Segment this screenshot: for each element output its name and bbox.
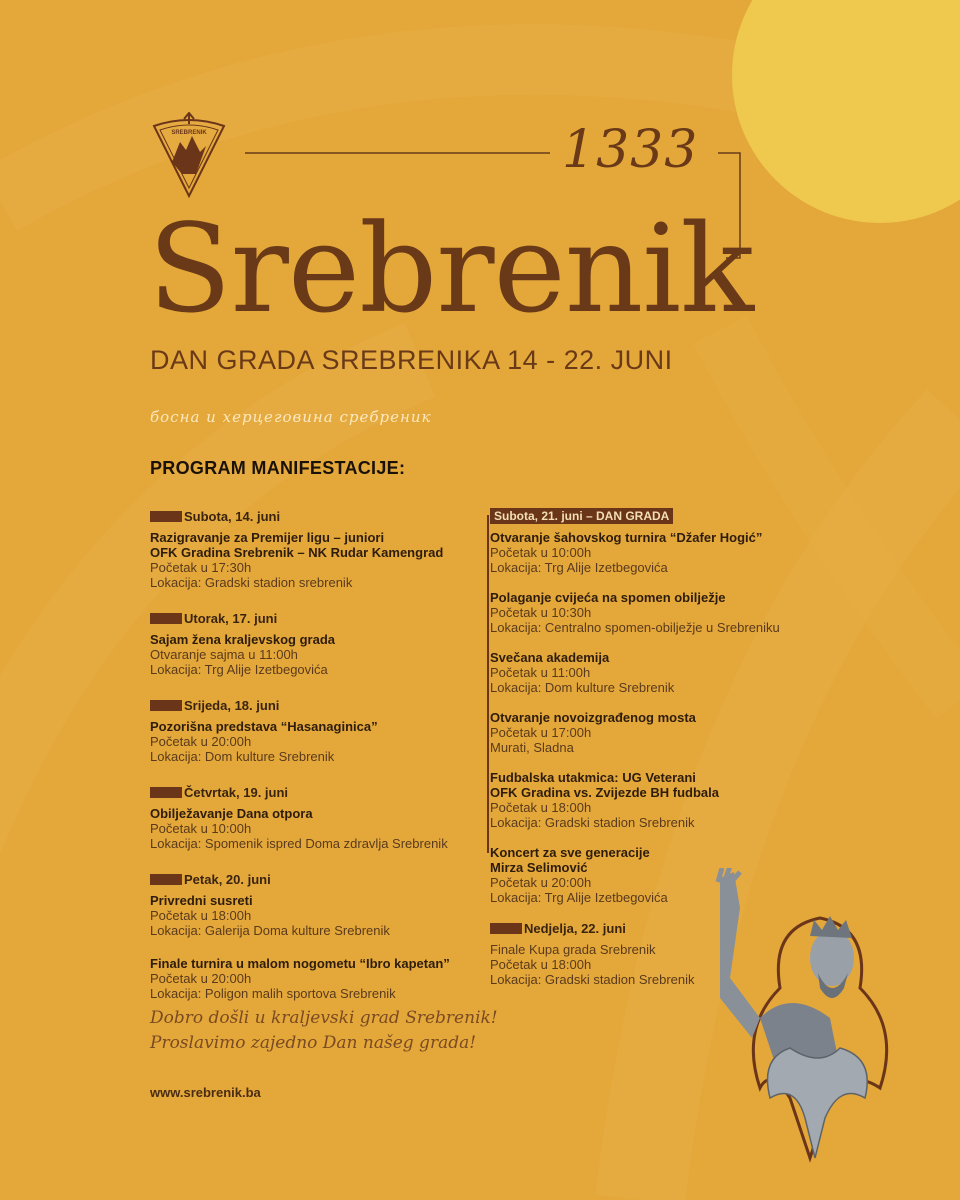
day-heading	[150, 508, 490, 524]
day-marker-bar	[150, 787, 182, 798]
day-heading	[150, 871, 490, 887]
day-heading	[490, 508, 790, 524]
cyrillic-script-text: босна и херцеговина сребреник	[150, 408, 432, 426]
event-detail: Početak u 17:00h	[490, 725, 592, 740]
day-marker-bar	[150, 700, 182, 711]
event-title: OFK Gradina vs. Zvijezde BH fudbala	[490, 785, 719, 800]
event-detail: Početak u 10:30h	[490, 605, 592, 620]
page-title: Srebrenik	[148, 198, 754, 340]
day-label: Petak, 20. juni	[184, 871, 271, 887]
website-link[interactable]: www.srebrenik.ba	[150, 1085, 261, 1100]
logo-text: SREBRENIK	[171, 130, 207, 136]
event-detail: Lokacija: Gradski stadion Srebrenik	[490, 972, 695, 987]
event-title: Sajam žena kraljevskog grada	[150, 632, 335, 647]
event-item	[490, 650, 790, 695]
event-detail: Lokacija: Trg Alije Izetbegovića	[150, 662, 328, 677]
event-title: Otvaranje novoizgrađenog mosta	[490, 710, 696, 725]
day-block	[490, 508, 790, 905]
event-detail: Početak u 10:00h	[490, 545, 592, 560]
event-title: Polaganje cvijeća na spomen obilježje	[490, 590, 726, 605]
event-item	[150, 530, 490, 590]
day-block	[150, 610, 490, 677]
right-column-divider	[487, 515, 489, 853]
day-label: Srijeda, 18. juni	[184, 697, 280, 713]
event-detail: Lokacija: Galerija Doma kulture Srebrenik	[150, 923, 390, 938]
event-detail: Početak u 18:00h	[150, 908, 252, 923]
event-item	[150, 719, 490, 764]
event-title: Fudbalska utakmica: UG Veterani	[490, 770, 696, 785]
event-detail: Lokacija: Trg Alije Izetbegovića	[490, 890, 668, 905]
event-detail: Lokacija: Trg Alije Izetbegovića	[490, 560, 668, 575]
event-title: Razigravanje za Premijer ligu – juniori	[150, 530, 385, 545]
event-title: Svečana akademija	[490, 650, 610, 665]
event-title: Obilježavanje Dana otpora	[150, 806, 313, 821]
event-detail: Početak u 18:00h	[490, 800, 592, 815]
event-subtitle: DAN GRADA SREBRENIKA 14 - 22. JUNI	[150, 345, 673, 375]
closing-message	[150, 1006, 498, 1056]
event-item	[150, 632, 490, 677]
event-title: Mirza Selimović	[490, 860, 588, 875]
day-label: Utorak, 17. juni	[184, 610, 278, 626]
event-detail: Početak u 10:00h	[150, 821, 252, 836]
day-block	[150, 697, 490, 764]
event-detail: Lokacija: Gradski stadion Srebrenik	[490, 815, 695, 830]
event-detail: Početak u 11:00h	[490, 665, 591, 680]
event-detail: Lokacija: Centralno spomen-obilježje u Srebreniku	[490, 620, 780, 635]
day-label: Subota, 14. juni	[184, 508, 281, 524]
event-detail: Finale Kupa grada Srebrenik	[490, 942, 656, 957]
event-detail: Lokacija: Dom kulture Srebrenik	[150, 749, 335, 764]
day-block	[150, 871, 490, 1001]
day-marker-bar	[150, 511, 182, 522]
event-title: Privredni susreti	[150, 893, 253, 908]
year-text: 1333	[562, 120, 699, 180]
program-left-column	[150, 508, 490, 1021]
event-title: OFK Gradina Srebrenik – NK Rudar Kamengrad	[150, 545, 444, 560]
event-detail: Početak u 17:30h	[150, 560, 252, 575]
event-detail: Lokacija: Gradski stadion srebrenik	[150, 575, 353, 590]
day-marker-bar	[150, 613, 182, 624]
event-detail: Lokacija: Dom kulture Srebrenik	[490, 680, 675, 695]
day-block	[150, 508, 490, 590]
day-label: Četvrtak, 19. juni	[184, 784, 289, 800]
program-heading: PROGRAM MANIFESTACIJE:	[150, 458, 406, 478]
day-heading	[150, 784, 490, 800]
day-label: Nedjelja, 22. juni	[524, 920, 626, 936]
day-marker-bar	[150, 874, 182, 885]
srebrenik-coat-of-arms-logo	[150, 112, 228, 198]
event-title: Koncert za sve generacije	[490, 845, 650, 860]
day-label: Subota, 21. juni – DAN GRADA	[490, 508, 673, 524]
event-detail: Lokacija: Spomenik ispred Doma zdravlja Srebrenik	[150, 836, 448, 851]
day-block	[150, 784, 490, 851]
king-statue-illustration	[700, 868, 910, 1168]
event-item	[490, 530, 790, 575]
event-detail: Murati, Sladna	[490, 740, 574, 755]
event-title: Finale turnira u malom nogometu “Ibro kapetan”	[150, 956, 450, 971]
day-heading	[150, 610, 490, 626]
event-item	[490, 770, 790, 830]
closing-line-2: Proslavimo zajedno Dan našeg grada!	[150, 1033, 477, 1053]
event-detail: Početak u 20:00h	[150, 734, 252, 749]
event-detail: Lokacija: Poligon malih sportova Srebrenik	[150, 986, 396, 1001]
event-item	[150, 893, 490, 938]
event-detail: Otvaranje sajma u 11:00h	[150, 647, 298, 662]
event-item	[150, 806, 490, 851]
event-detail: Početak u 20:00h	[150, 971, 252, 986]
event-detail: Početak u 20:00h	[490, 875, 592, 890]
event-title: Otvaranje šahovskog turnira “Džafer Hogić”	[490, 530, 763, 545]
day-heading	[150, 697, 490, 713]
closing-line-1: Dobro došli u kraljevski grad Srebrenik!	[150, 1008, 498, 1028]
event-item	[490, 590, 790, 635]
event-item	[150, 956, 490, 1001]
day-marker-bar	[490, 923, 522, 934]
event-item	[490, 710, 790, 755]
event-title: Pozorišna predstava “Hasanaginica”	[150, 719, 378, 734]
event-detail: Početak u 18:00h	[490, 957, 592, 972]
sun-shape	[732, 0, 960, 223]
